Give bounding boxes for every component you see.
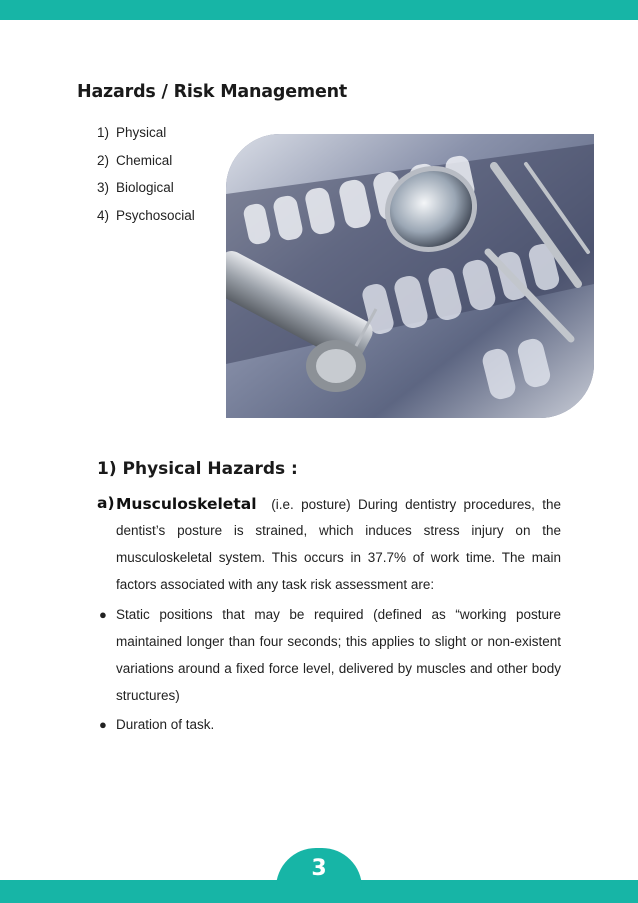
bullet-icon: ● [99, 717, 107, 732]
list-label: Physical [116, 125, 167, 140]
item-marker: a) [97, 494, 115, 512]
list-item [97, 179, 195, 207]
dental-xray-illustration [226, 134, 594, 418]
list-label: Psychosocial [116, 207, 195, 223]
list-number: 2) [97, 152, 110, 168]
top-accent-bar [0, 0, 638, 20]
list-item [97, 124, 195, 152]
list-label: Chemical [116, 152, 173, 168]
bullet-icon: ● [99, 607, 107, 622]
list-item [97, 152, 195, 180]
page-number: 3 [311, 856, 327, 881]
list-number: 3) [97, 180, 110, 195]
list-item [97, 207, 195, 235]
paragraph-line: dentist’s posture is strained, which induces stress injury on the [116, 523, 561, 538]
paragraph-line: musculoskeletal system. This occurs in 37.7% of work time. The main [116, 550, 561, 565]
bullet-line: structures) [116, 688, 180, 703]
bullet-line: Static positions that may be required (defined as “working posture [116, 607, 561, 622]
bullet-line: Duration of task. [116, 717, 215, 732]
paragraph-line: factors associated with any task risk assessment are: [116, 577, 435, 592]
dental-tools-photo [226, 134, 594, 418]
bullet-line: variations around a fixed force level, delivered by muscles and other body [116, 661, 561, 676]
list-number: 1) [97, 125, 110, 140]
heading-continuation: (i.e. posture) During dentistry procedures, the [271, 497, 561, 512]
page-title: Hazards / Risk Management [77, 82, 348, 102]
paragraph-musculoskeletal [97, 494, 561, 594]
list-label: Biological [116, 180, 174, 195]
hazard-list [97, 124, 195, 234]
bullet-line: maintained longer than four seconds; this applies to slight or non-existent [116, 634, 561, 649]
list-number: 4) [97, 207, 110, 223]
bullet-duration [97, 715, 561, 737]
bullet-static-positions [97, 605, 561, 715]
section-title: 1) Physical Hazards : [97, 459, 298, 479]
item-heading: Musculoskeletal [116, 495, 257, 513]
paragraph-line [116, 494, 561, 514]
